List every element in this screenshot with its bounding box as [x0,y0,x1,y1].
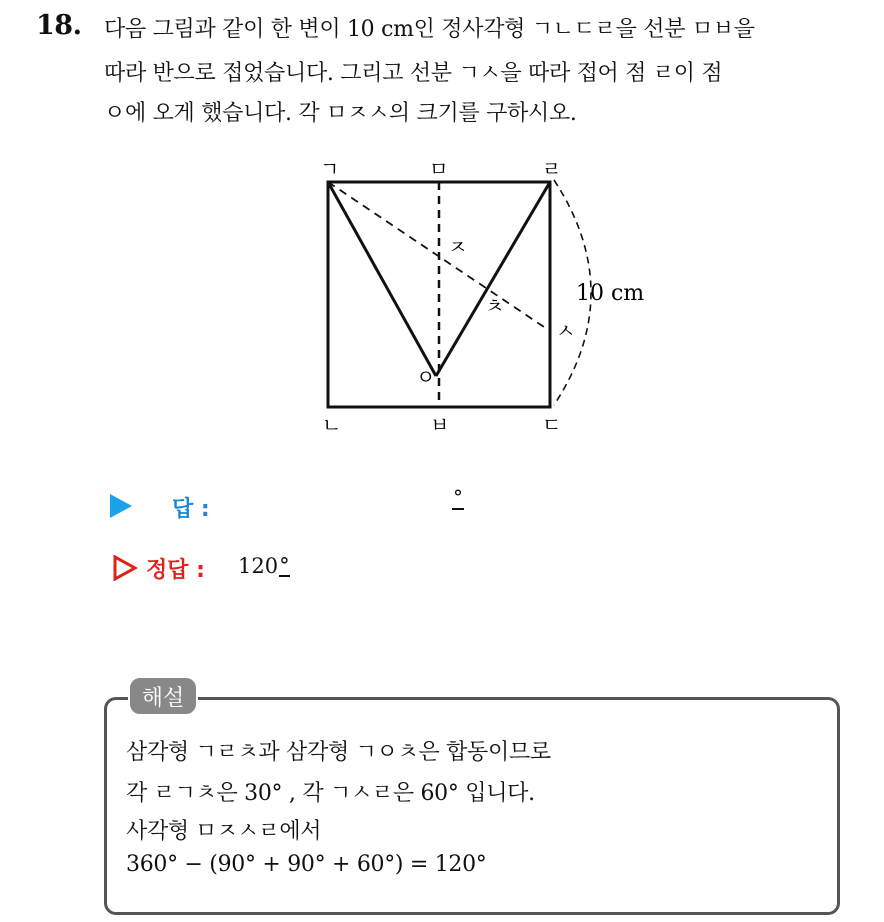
correct-number: 120 [238,554,279,578]
label-bottom-left: ㄴ [322,413,342,437]
label-top-mid: ㅁ [429,157,449,181]
correct-unit: ° [279,554,290,578]
question-line-3: ㅇ에 오게 했습니다. 각 ㅁㅈㅅ의 크기를 구하시오. [104,101,577,126]
correct-answer-label: 정답 : [146,558,205,583]
explanation-line-2: 각 ㄹㄱㅊ은 30° , 각 ㄱㅅㄹ은 60° 입니다. [126,781,535,806]
label-point-s: ㅅ [556,319,576,343]
explanation-tag: 해설 [128,676,198,716]
answer-label: 답 : [172,497,210,522]
folded-square-figure [310,150,670,440]
segment-ro [436,182,550,376]
explanation-line-3: 사각형 ㅁㅈㅅㄹ에서 [126,819,322,844]
answer-blank[interactable]: ° [453,485,463,509]
explanation-line-4: 360° − (90° + 90° + 60°) = 120° [126,852,487,877]
label-bottom-right: ㄷ [542,413,562,437]
label-point-ch: ㅊ [485,294,505,318]
answer-marker-icon [110,494,132,518]
label-top-left: ㄱ [320,157,340,181]
segment-go [328,182,436,376]
explanation-line-1: 삼각형 ㄱㄹㅊ과 삼각형 ㄱㅇㅊ은 합동이므로 [126,740,551,765]
label-point-o: ㅇ [416,365,436,389]
correct-marker-icon [112,555,138,581]
question-line-2: 따라 반으로 접었습니다. 그리고 선분 ㄱㅅ을 따라 접어 점 ㄹ이 점 [104,61,723,86]
side-length-label: 10 cm [576,281,645,306]
label-point-j: ㅈ [448,235,468,259]
question-number: 18. [36,10,82,41]
correct-answer-value [238,554,290,578]
question-line-1: 다음 그림과 같이 한 변이 10 cm인 정사각형 ㄱㄴㄷㄹ을 선분 ㅁㅂ을 [104,17,755,42]
label-bottom-mid: ㅂ [430,413,450,437]
label-top-right: ㄹ [542,157,562,181]
